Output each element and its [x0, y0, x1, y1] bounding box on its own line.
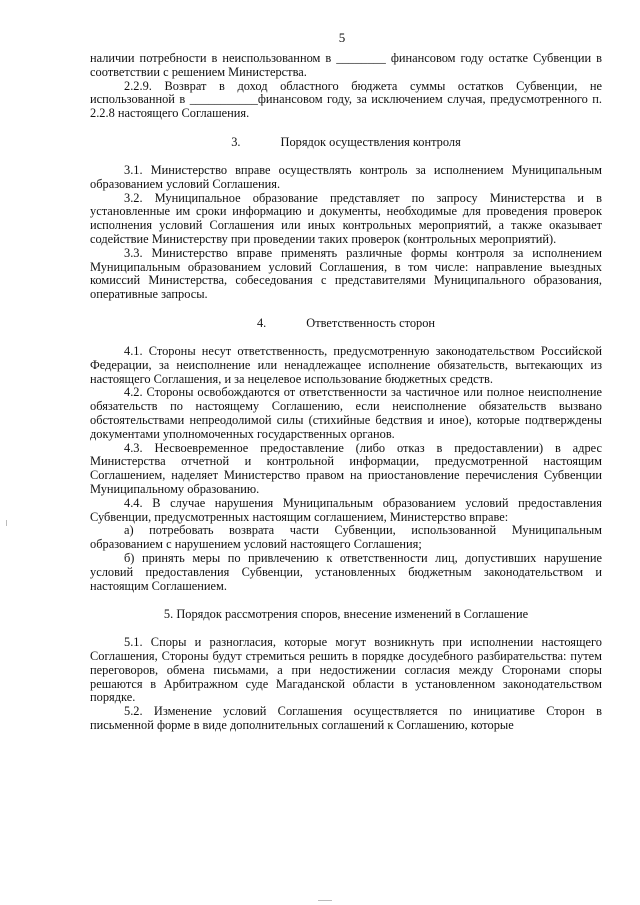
paragraph-4-1: 4.1. Стороны несут ответственность, предусмотренную законодательством Российской Федерации, за неисполнение или ненадлежащее исполнение обязательств, вытекающих из настоящего Соглашения, и за нецелевое использование бюджетных средств.	[90, 343, 602, 386]
paragraph-4-4-b: б) принять меры по привлечению к ответственности лиц, допустивших нарушение условий предоставления Субвенции, установленных бюджетным законодательством и настоящим Соглашением.	[90, 550, 602, 593]
section-3-title: Порядок осуществления контроля	[280, 134, 461, 149]
section-5-title: 5. Порядок рассмотрения споров, внесение изменений в Соглашение	[163, 607, 529, 622]
page-number: 5	[338, 30, 346, 45]
section-4-heading	[90, 316, 602, 330]
paragraph-4-4: 4.4. В случае нарушения Муниципальным образованием условий предоставления Субвенции, предусмотренных настоящим соглашением, Министерство вправе:	[90, 495, 602, 524]
paragraph-3-2: 3.2. Муниципальное образование представляет по запросу Министерства и в установленные им сроки информацию и документы, необходимые для проведения проверок исполнения условий Соглашения или иных контрольных мероприятий, а также оказывает содействие Министерству при проведении таких проверок (контрольных мероприятий).	[90, 190, 602, 246]
paragraph-2-2-9: 2.2.9. Возврат в доход областного бюджета суммы остатков Субвенции, не использованной в ___________финансовом году, за исключением случая, предусмотренного п. 2.2.8 настоящего Соглашения.	[90, 78, 602, 121]
scan-mark	[318, 900, 332, 901]
paragraph-5-1: 5.1. Споры и разногласия, которые могут возникнуть при исполнении настоящего Соглашения, Стороны будут стремиться решить в порядке досудебного разбирательства: путем переговоров, обмена письмами, а при недостижении согласия между Сторонами споры решаются в Арбитражном суде Магаданской области в установленном законодательством порядке.	[90, 635, 602, 705]
section-4-title: Ответственность сторон	[306, 315, 436, 330]
paragraph-continuation: наличии потребности в неиспользованном в ________ финансовом году остатке Субвенции в соответствии с решением Министерства.	[90, 51, 602, 79]
section-5-heading	[90, 607, 602, 621]
scan-mark	[6, 520, 7, 526]
section-4-number: 4.	[256, 315, 267, 330]
section-3-heading	[90, 135, 602, 149]
paragraph-3-3: 3.3. Министерство вправе применять различные формы контроля за исполнением Муниципальным образованием условий Соглашения, в том числе: направление выездных комиссий Министерства, собеседования с представителями Муниципального образования, оперативные запросы.	[90, 245, 602, 302]
section-3-number: 3.	[231, 134, 241, 149]
paragraph-3-1: 3.1. Министерство вправе осуществлять контроль за исполнением Муниципальным образованием условий Соглашения.	[90, 162, 602, 191]
paragraph-5-2: 5.2. Изменение условий Соглашения осуществляется по инициативе Сторон в письменной форме в виде дополнительных соглашений к Соглашению, которые	[90, 704, 602, 733]
paragraph-4-3: 4.3. Несвоевременное предоставление (либо отказ в предоставлении) в адрес Министерства отчетной и контрольной информации, предусмотренной настоящим Соглашением, наделяет Министерство правом на приостановление перечисления Субвенции Муниципальному образованию.	[90, 440, 602, 496]
paragraph-4-4-a: а) потребовать возврата части Субвенции, использованной Муниципальным образованием с нарушением условий настоящего Соглашения;	[90, 523, 602, 552]
paragraph-4-2: 4.2. Стороны освобождаются от ответственности за частичное или полное неисполнение обязательств по настоящему Соглашению, если неисполнение обязательств вызвано обстоятельствами непреодолимой силы (стихийные бедствия и иное), которые подтверждены документами уполномоченных государственных органов.	[90, 385, 602, 441]
